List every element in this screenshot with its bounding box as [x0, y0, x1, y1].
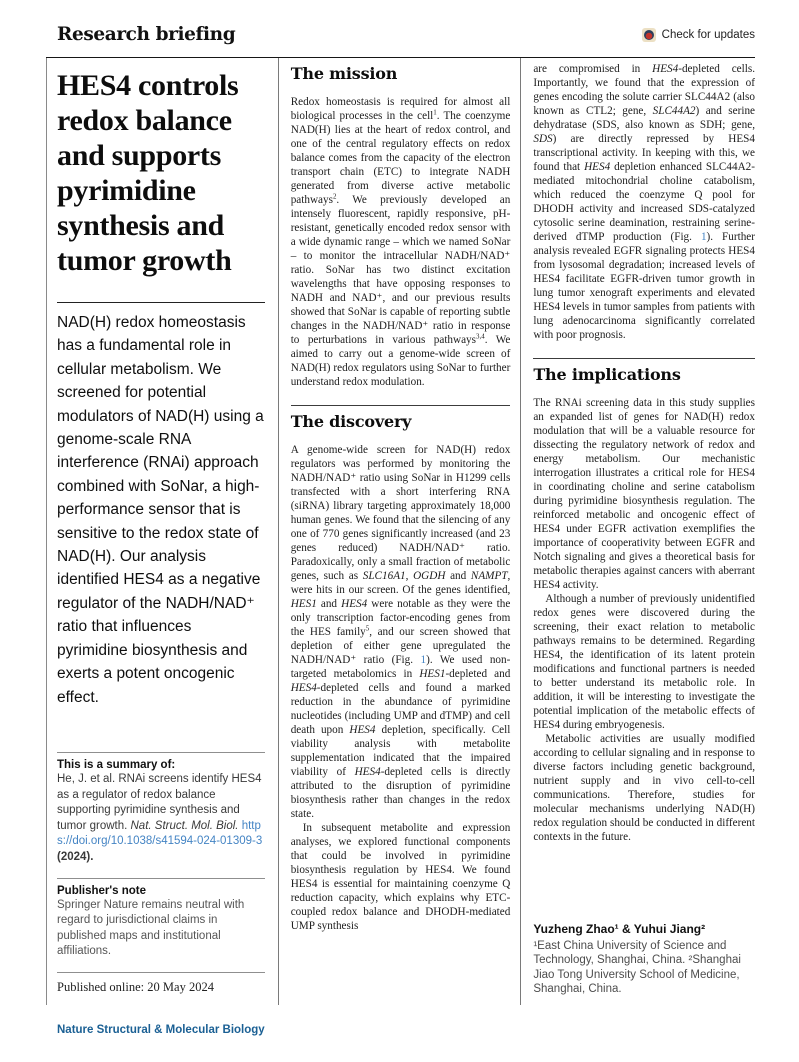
crossmark-icon: [642, 28, 656, 42]
standfirst-rule: [57, 302, 265, 303]
summary-of-citation: He, J. et al. RNAi screens identify HES4 as a regulator of redox balance supporting pyrimidine synthesis and tumor growth. Nat. Struct. Mol. Biol. https://doi.org/10.1038/s41594-024-01309-3 (2024).: [57, 773, 263, 864]
inline-link[interactable]: 1: [420, 654, 427, 666]
implications-paragraph-3: Metabolic activities are usually modified according to cellular signaling and in response to diverse factors including genetic background, nutrient supply and in vivo cell-to-cell communications. Therefore, studies for molecular mechanisms underlying NAD(H) redox regulation should be conducted in different contexts in the future.: [533, 733, 755, 843]
check-for-updates-badge[interactable]: [642, 28, 755, 42]
standfirst: NAD(H) redox homeostasis has a fundamental role in cellular metabolism. We screened for potential modulators of NAD(H) using a genome-scale RNA interference (RNAi) approach combined with SoNar, a high-performance sensor that is sensitive to the redox state of NAD(H). Our analysis identified HES4 as a negative regulator of the NADH/NAD⁺ ratio that influences pyrimidine biosynthesis and exerts a potent oncogenic effect.: [57, 314, 264, 706]
implications-heading: The implications: [533, 365, 681, 384]
check-for-updates-label: Check for updates: [661, 28, 755, 41]
mission-heading: The mission: [290, 64, 398, 83]
discovery-paragraph-1: A genome-wide screen for NAD(H) redox regulators was performed by monitoring the NADH/NAD⁺ ratio using SoNar in H1299 cells transfected with a short interfering RNA (siRNA) library targeting approximately 18,000 human genes. We found that the silencing of any one of 770 genes significantly increased (and 23 genes reduced) NADH/NAD⁺ ratio. Paradoxically, only a small fraction of metabolic genes, such as SLC16A1, OGDH and NAMPT, were hits in our screen. Of the genes identified, HES1 and HES4 were notable as they were the only transcription factor-encoding genes from the HES family$^5$, and our screen showed that depletion of either gene upregulated the NADH/NAD⁺ ratio (Fig. 1). We used non-targeted metabolomics in HES1-depleted and HES4-depleted cells and found a marked reduction in the abundance of pyrimidine nucleotides (including UMP and dTMP) and cell death upon HES4 depletion, specifically. Cell viability analysis with metabolite supplementation indicated that the impaired viability of HES4-depleted cells is directly attributed to the disruption of pyrimidine biosynthesis rather than changes in the redox state.: [290, 444, 511, 820]
author-affiliations: ¹East China University of Science and Technology, Shanghai, China. ²Shanghai Jiao Tong University School of Medicine, Shanghai, China.: [533, 939, 741, 996]
journal-footer: Nature Structural & Molecular Biology: [57, 1024, 265, 1036]
page-header: [57, 24, 755, 45]
discovery-heading: The discovery: [290, 412, 412, 431]
publishers-note-rule: [57, 878, 265, 879]
crossmark-icon-inner: [644, 30, 654, 40]
inline-link[interactable]: https://doi.org/10.1038/s41594-024-01309-3: [57, 819, 263, 848]
discovery-rule: [291, 405, 511, 406]
author-names: Yuzheng Zhao¹ & Yuhui Jiang²: [533, 921, 706, 936]
summary-of-heading: This is a summary of:: [57, 759, 176, 772]
section-implications: [533, 359, 755, 844]
summary-of-rule: [57, 752, 265, 753]
publishers-note-text: Springer Nature remains neutral with regard to jurisdictional claims in published maps and institutional affiliations.: [57, 898, 245, 958]
article-title: HES4 controls redox balance and supports pyrimidine synthesis and tumor growth: [57, 69, 239, 277]
implications-paragraph-1: The RNAi screening data in this study supplies an expanded list of genes for NAD(H) redox modulation that will be a valuable resource for dissecting the regulatory network of redox and energy metabolism. Our mechanistic interrogation illustrates a critical role for HES4 in coordinating choline and serine catabolism during pyrimidine biosynthesis regulation. The reinforced metabolic and oncogenic effect of HES4 under EGFR activation exemplifies the importance of cooperativity between EGFR and Notch signaling and gives a theoretical basis for metabolic therapies against cancers with aberrant HES4 activity.: [533, 397, 755, 591]
mission-paragraph: Redox homeostasis is required for almost all biological processes in the cell$^1$. The coenzyme NAD(H) lies at the heart of redox control, and one of the central regulatory effects on redox balance comes from the capacity of the electron transport chain (ETC) to integrate NADH generated from diverse active metabolic pathways$^2$. We previously developed an intensely fluorescent, rapidly responsive, pH-resistant, genetically encoded redox sensor with a wide dynamic range – which we named SoNar – to monitor the intracellular NADH/NAD⁺ ratio. SoNar has two distinct excitation wavelengths that have opposing responses to NADH and NAD⁺, and our previous results showed that SoNar is capable of reporting subtle changes in the NADH/NAD⁺ ratio in response to perturbations in various pathways$^{3,4}$. We aimed to carry out a genome-wide screen of NAD(H) redox regulators using SoNar to further understand redox modulation.: [290, 96, 511, 388]
left-column: [46, 58, 278, 1005]
section-discovery: [291, 412, 511, 933]
discovery-paragraph-2: In subsequent metabolite and expression analyses, we explored functional components that could be involved in pyrimidine biosynthesis regulation by HES4. We found HES4 is essential for maintaining coenzyme Q reduction capacity, which explains why ETC-coupled redox balance and DHODH-mediated UMP synthesis: [290, 822, 511, 932]
publishers-note-heading: Publisher's note: [57, 884, 147, 897]
published-online-rule: [57, 972, 265, 973]
implications-column: [520, 58, 755, 1005]
section-mission: [291, 64, 511, 389]
published-online: Published online: 20 May 2024: [57, 980, 214, 994]
mission-discovery-column: [278, 58, 521, 1005]
inline-link[interactable]: 1: [700, 231, 707, 243]
discovery-continuation: are compromised in HES4-depleted cells. Importantly, we found that the expression of genes encoding the solute carrier SLC44A2 (also known as CTL2; gene, SLC44A2) and serine dehydratase (SDS, also known as SDH; gene, SDS) are directly repressed by HES4 transcriptional activity. In keeping with this, we found that HES4 depletion enhanced SLC44A2-mediated mitochondrial choline catabolism, which reduced the coenzyme Q pool for DHODH activity and increased SDS-catalyzed cytosolic serine deamination, restraining serine-derived dTMP production (Fig. 1). Further analysis revealed EGFR signaling protects HES4 from lysosomal degradation; increased levels of HES4 facilitate EGFR-driven tumor growth in lung tumor xenograft experiments and elevated HES4 levels in tumor samples from patients with lung adenocarcinoma significantly correlated with poor prognosis.: [533, 63, 755, 341]
page-title: Research briefing: [57, 24, 236, 45]
main-content: [46, 58, 755, 1005]
summary-block: [57, 752, 265, 1005]
implications-paragraph-2: Although a number of previously unidentified redox genes were discovered during the screening, their exact relation to metabolic pathways remains to be determined. Regarding HES4, the identification of its latent protein modifications and functional partners is needed to better understand its metabolic role. In addition, it will be interesting to investigate the potential implication of the metabolic effects of HES4 during embryogenesis.: [533, 593, 755, 731]
